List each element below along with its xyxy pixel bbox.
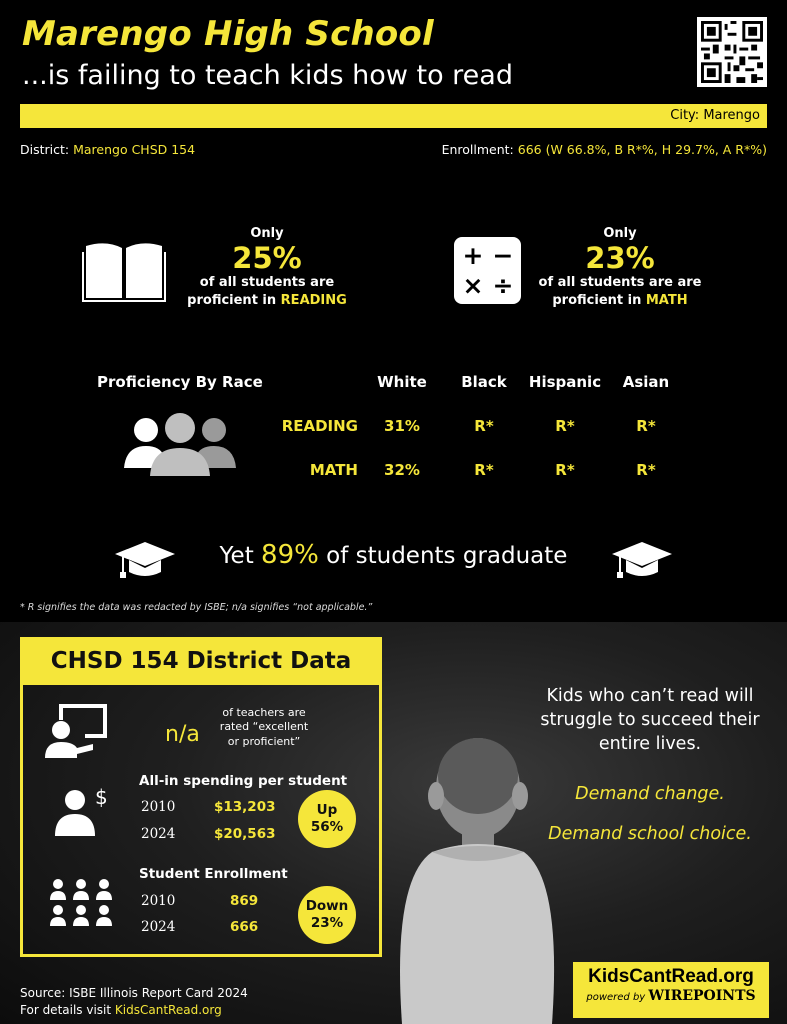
plus-icon: + xyxy=(462,241,484,270)
enrollment-badge-line1: Down xyxy=(305,898,349,915)
reading-percent: 25% xyxy=(232,240,302,275)
column-hispanic: Hispanic xyxy=(528,373,602,391)
enrollment-year-2010: 2010 xyxy=(141,893,176,909)
teachers-text xyxy=(214,706,314,749)
enrollment-label: Enrollment: xyxy=(441,142,514,157)
column-white: White xyxy=(377,373,427,391)
graduation-suffix: of students graduate xyxy=(326,543,568,569)
person-dollar-icon xyxy=(55,782,109,836)
proficiency-title: Proficiency By Race xyxy=(97,373,263,391)
spending-year-2010: 2010 xyxy=(141,799,176,815)
reading-black: R* xyxy=(474,417,494,435)
details-prefix: For details visit xyxy=(20,1003,112,1018)
boy-photo xyxy=(392,730,562,1024)
brand-powered-label: powered by xyxy=(586,992,646,1003)
reading-asian: R* xyxy=(636,417,656,435)
divide-icon: ÷ xyxy=(492,271,514,300)
message-line2: struggle to succeed their xyxy=(540,710,760,731)
enrollment-year-2024: 2024 xyxy=(141,919,176,935)
qr-code[interactable] xyxy=(697,17,767,87)
footnote: * R signifies the data was redacted by ISBE; n/a signifies “not applicable.” xyxy=(20,602,373,613)
page-title: Marengo High School xyxy=(22,14,434,54)
source-text xyxy=(20,985,248,1020)
brand-badge[interactable] xyxy=(573,962,769,1018)
source-line2 xyxy=(20,1002,248,1019)
column-black: Black xyxy=(461,373,507,391)
city-bar xyxy=(20,104,767,128)
teachers-line2: rated “excellent xyxy=(219,720,309,734)
math-hispanic: R* xyxy=(555,461,575,479)
district-label: District: xyxy=(20,142,70,157)
spending-year-2024: 2024 xyxy=(141,826,176,842)
math-subject: MATH xyxy=(645,292,688,308)
reading-hispanic: R* xyxy=(555,417,575,435)
enrollment-value-2024: 666 xyxy=(230,919,259,935)
demand-change: Demand change. xyxy=(575,784,725,804)
teachers-value: n/a xyxy=(165,722,200,747)
times-icon: × xyxy=(462,271,484,300)
graduation-percent: 89% xyxy=(261,540,319,570)
reading-line2 xyxy=(172,292,362,310)
enrollment-badge-line2: 23% xyxy=(310,915,344,931)
spending-title: All-in spending per student xyxy=(139,773,348,789)
math-percent: 23% xyxy=(585,240,655,275)
calculator-icon xyxy=(454,237,521,304)
teachers-line1: of teachers are xyxy=(222,706,306,719)
enrollment-info xyxy=(442,142,767,157)
minus-icon: − xyxy=(492,241,514,270)
spending-value-2010: $13,203 xyxy=(214,799,276,815)
district-info xyxy=(20,142,195,157)
math-asian: R* xyxy=(636,461,656,479)
enrollment-value: 666 (W 66.8%, B R*%, H 29.7%, A R*%) xyxy=(517,142,767,157)
teacher-icon xyxy=(45,700,111,758)
math-line2-prefix: proficient in xyxy=(552,292,642,308)
demand-school-choice: Demand school choice. xyxy=(548,824,752,844)
spending-change-badge xyxy=(298,790,356,848)
reading-stat xyxy=(172,225,362,310)
book-icon xyxy=(82,240,166,302)
brand-name: KidsCantRead.org xyxy=(588,966,754,987)
enrollment-change-badge xyxy=(298,886,356,944)
reading-white: 31% xyxy=(384,417,420,435)
enrollment-value-2010: 869 xyxy=(230,893,259,909)
spending-badge-line1: Up xyxy=(316,802,338,819)
row-label-reading: READING xyxy=(281,417,358,435)
math-line2 xyxy=(525,292,715,310)
spending-value-2024: $20,563 xyxy=(214,826,276,842)
page-subtitle: ...is failing to teach kids how to read xyxy=(22,60,513,91)
details-link[interactable]: KidsCantRead.org xyxy=(114,1003,222,1018)
graduation-prefix: Yet xyxy=(219,543,254,569)
students-group-icon xyxy=(48,878,114,930)
reading-subject: READING xyxy=(280,292,347,308)
source-line1: Source: ISBE Illinois Report Card 2024 xyxy=(20,986,248,1000)
math-white: 32% xyxy=(384,461,420,479)
math-black: R* xyxy=(474,461,494,479)
reading-only: Only xyxy=(250,226,284,241)
column-asian: Asian xyxy=(622,373,670,391)
city-value: Marengo xyxy=(703,108,760,123)
teachers-line3: or proficient” xyxy=(227,734,301,748)
qr-code-icon xyxy=(701,21,763,83)
people-group-icon xyxy=(124,410,236,478)
enrollment-title: Student Enrollment xyxy=(139,866,288,882)
svg-text:$: $ xyxy=(95,785,108,809)
math-only: Only xyxy=(603,226,637,241)
reading-line2-prefix: proficient in xyxy=(187,292,277,308)
district-value: Marengo CHSD 154 xyxy=(73,142,196,157)
message-line1: Kids who can’t read will xyxy=(546,686,754,706)
reading-line1: of all students are xyxy=(199,275,335,291)
math-stat xyxy=(525,225,715,310)
message-line3: entire lives. xyxy=(598,734,702,755)
math-line1: of all students are are xyxy=(538,275,702,291)
district-data-heading: CHSD 154 District Data xyxy=(20,637,382,685)
message-text xyxy=(520,684,780,756)
wirepoints-logo: WIREPOINTS xyxy=(648,988,756,1004)
graduation-cap-icon xyxy=(612,540,672,582)
row-label-math: MATH xyxy=(309,461,358,479)
brand-powered xyxy=(573,988,769,1004)
spending-badge-line2: 56% xyxy=(310,819,344,835)
city-label: City: xyxy=(670,108,700,123)
